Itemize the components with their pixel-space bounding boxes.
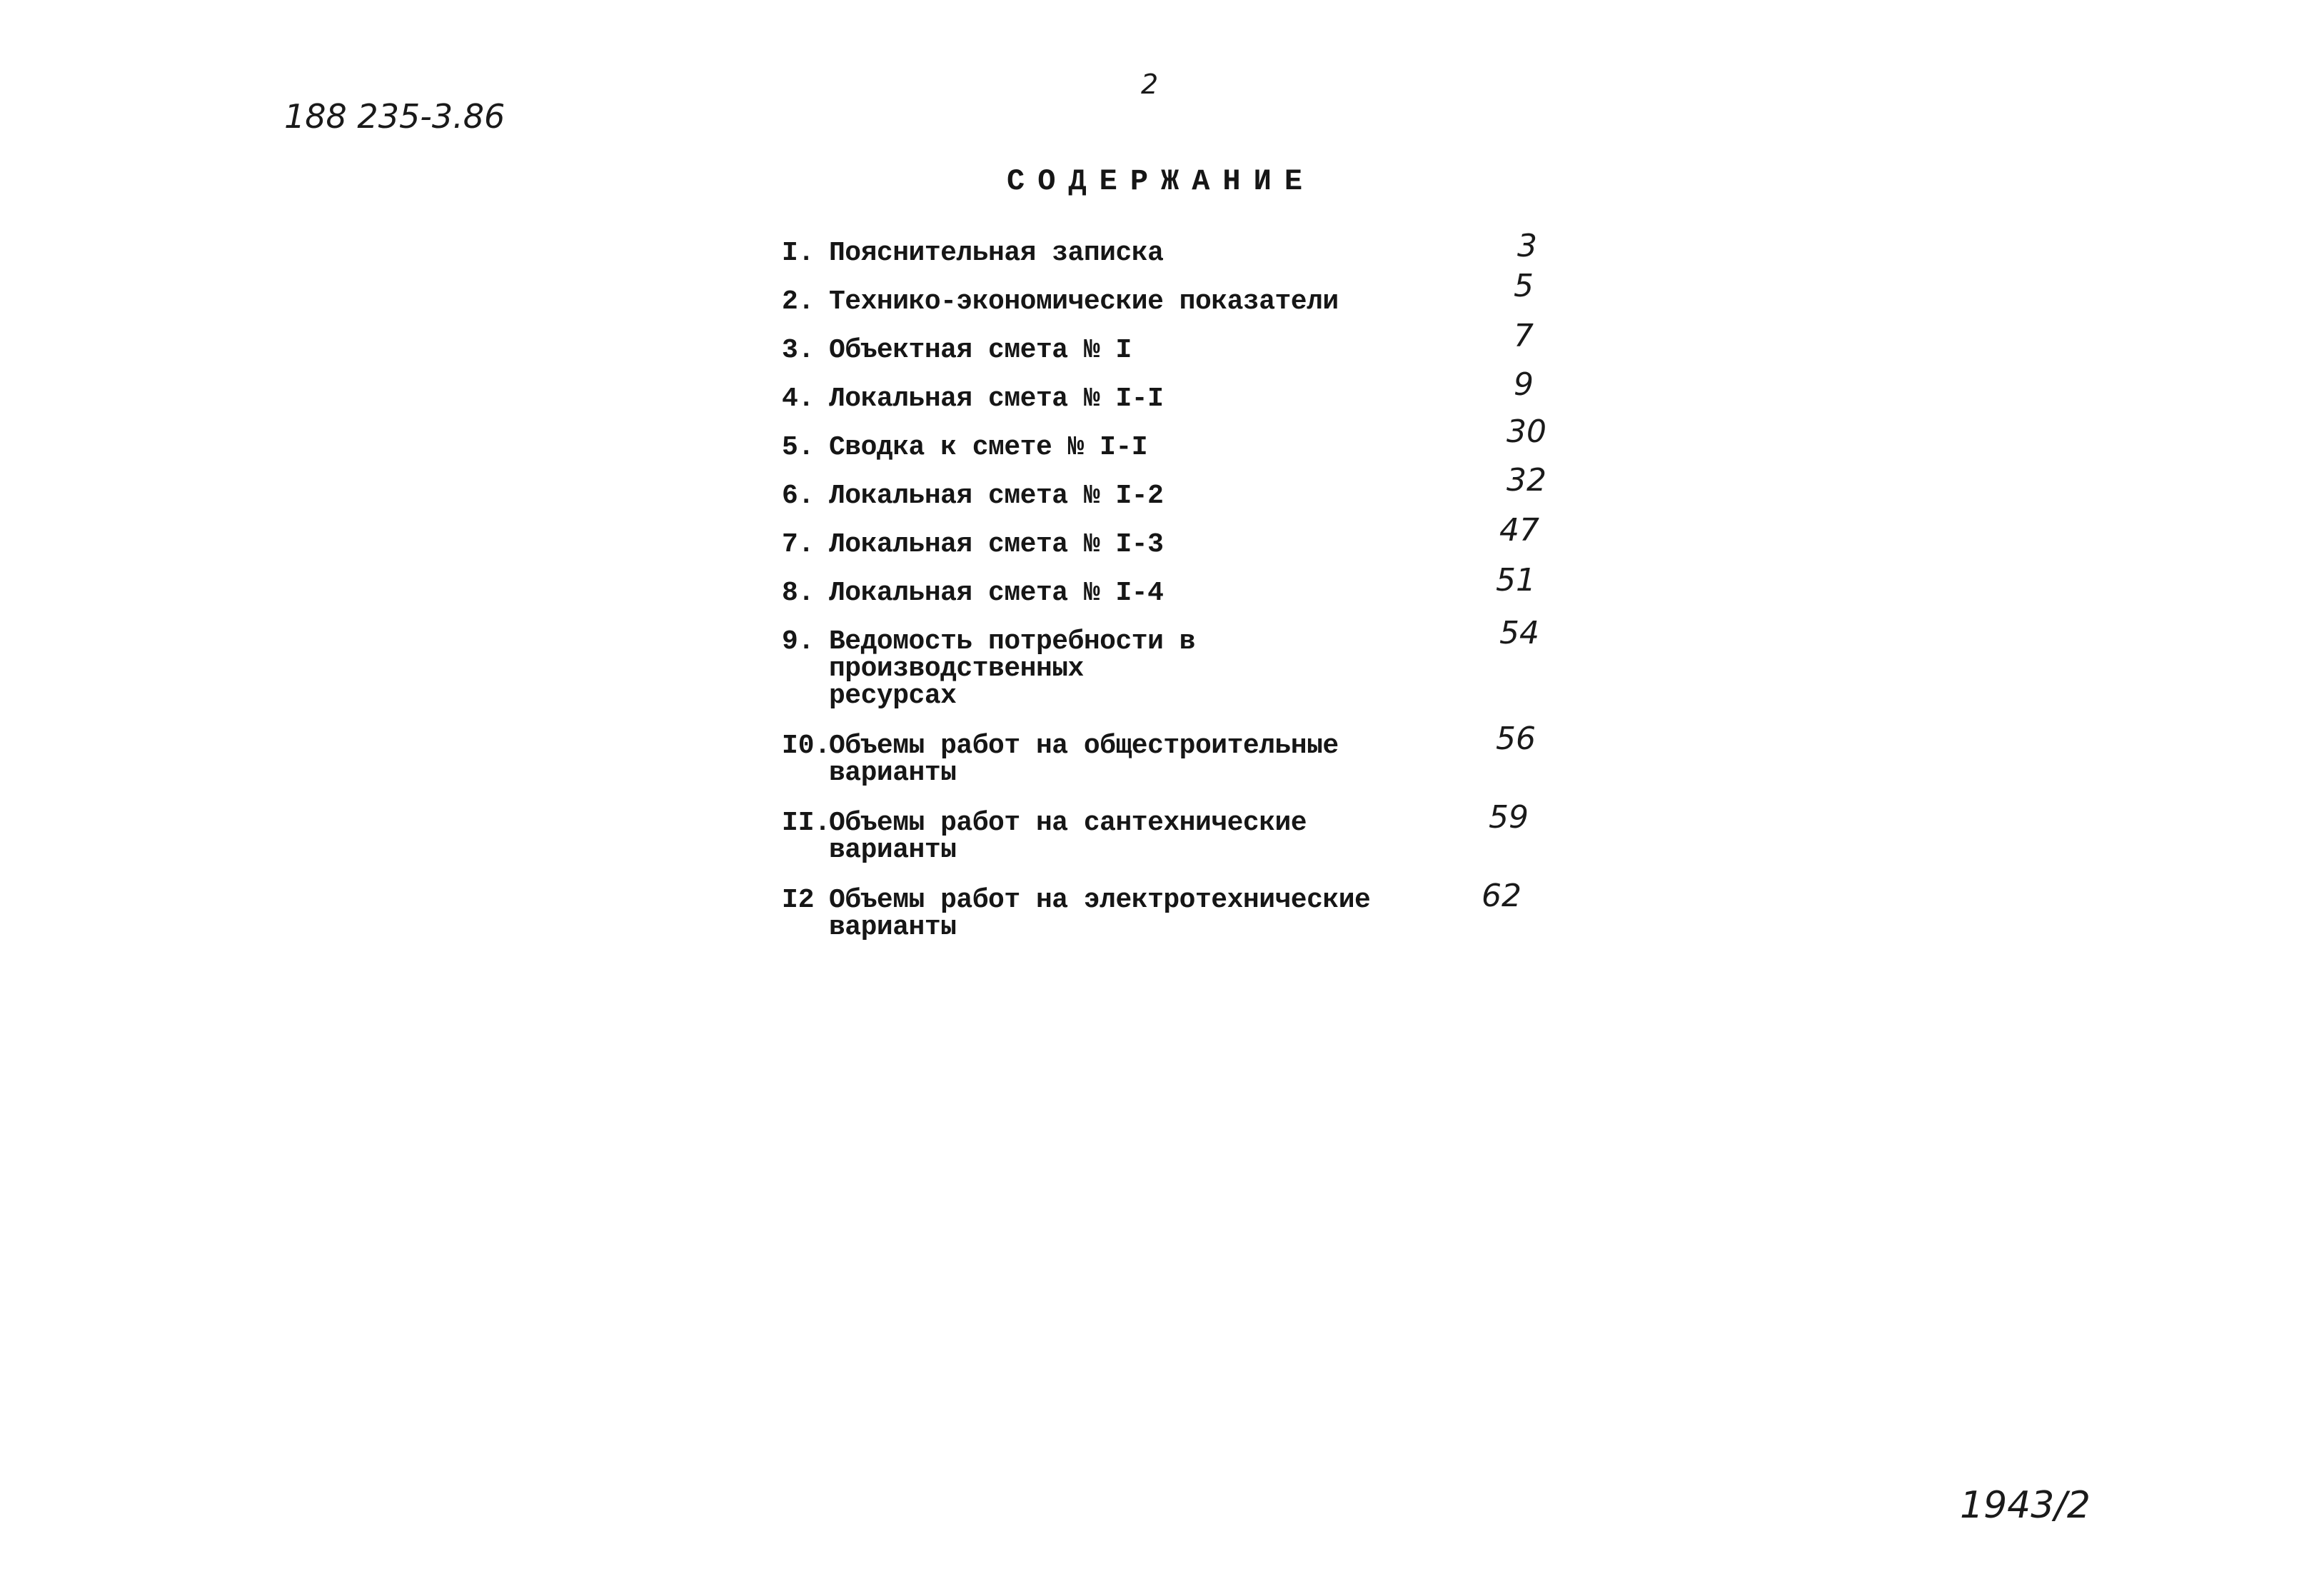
toc-entry-page: 59 bbox=[1489, 799, 1529, 836]
toc-entry-number: I2 bbox=[782, 885, 815, 916]
toc-entry-number: 5. bbox=[782, 432, 815, 463]
toc-entry-number: 3. bbox=[782, 335, 815, 366]
toc-entry bbox=[782, 366, 1567, 414]
toc-entry-page: 9 bbox=[1514, 366, 1534, 403]
toc-entry-number: 8. bbox=[782, 578, 815, 608]
toc-entry bbox=[782, 512, 1567, 560]
toc-entry-page: 30 bbox=[1506, 413, 1546, 450]
toc-entry-page: 51 bbox=[1496, 562, 1536, 598]
toc-entry-text: Технико-экономические показатели bbox=[829, 286, 1339, 317]
toc-entry-text: Локальная смета № I-2 bbox=[829, 481, 1164, 511]
toc-entry-page: 7 bbox=[1514, 318, 1534, 354]
toc-entry-text: Объектная смета № I bbox=[829, 335, 1132, 366]
toc-entry-text: Объемы работ на сантехнические варианты bbox=[829, 808, 1307, 866]
toc-entry-page: 32 bbox=[1506, 462, 1546, 498]
toc-entry bbox=[782, 228, 1567, 269]
toc-entry-text: Локальная смета № I-I bbox=[829, 384, 1164, 414]
handwritten-page-number: 2 bbox=[1141, 69, 1159, 100]
toc-entry-page: 3 bbox=[1517, 228, 1537, 264]
toc-entry-number: 2. bbox=[782, 286, 815, 317]
toc-entry-text: Пояснительная записка bbox=[829, 238, 1164, 269]
toc-entry-text: Ведомость потребности в производственных ресурсах bbox=[829, 626, 1195, 711]
toc-entry-page: 56 bbox=[1496, 721, 1536, 757]
toc-entry-number: I0. bbox=[782, 731, 831, 761]
toc-entry-number: 6. bbox=[782, 481, 815, 511]
toc-entry-number: II. bbox=[782, 808, 831, 838]
toc-entry-number: I. bbox=[782, 238, 815, 269]
toc-entry bbox=[782, 268, 1567, 317]
page-title: СОДЕРЖАНИЕ bbox=[1007, 164, 1316, 199]
toc-entry bbox=[782, 562, 1567, 608]
toc-entry-text: Локальная смета № I-4 bbox=[829, 578, 1164, 608]
toc-entry-page: 54 bbox=[1499, 615, 1539, 651]
toc-entry bbox=[782, 413, 1567, 463]
toc-entry-number: 4. bbox=[782, 384, 815, 414]
toc-entry bbox=[782, 878, 1567, 943]
toc-entry bbox=[782, 462, 1567, 511]
toc-entry bbox=[782, 799, 1567, 866]
handwritten-doc-code: 188 235-3.86 bbox=[284, 97, 505, 136]
toc-entry-number: 7. bbox=[782, 529, 815, 560]
toc-entry-page: 62 bbox=[1482, 878, 1521, 914]
toc-entry-page: 47 bbox=[1499, 512, 1539, 548]
toc-entry bbox=[782, 721, 1567, 788]
toc-entry bbox=[782, 318, 1567, 366]
toc-entry-text: Локальная смета № I-3 bbox=[829, 529, 1164, 560]
toc-entry-text: Объемы работ на электротехнические варианты bbox=[829, 885, 1371, 943]
handwritten-archive-number: 1943/2 bbox=[1960, 1484, 2091, 1527]
toc-entry-page: 5 bbox=[1514, 268, 1534, 304]
toc-entry-number: 9. bbox=[782, 626, 815, 657]
table-of-contents bbox=[782, 228, 1567, 964]
toc-entry bbox=[782, 615, 1567, 711]
toc-entry-text: Объемы работ на общестроительные варианты bbox=[829, 731, 1339, 788]
toc-entry-text: Сводка к смете № I-I bbox=[829, 432, 1148, 463]
